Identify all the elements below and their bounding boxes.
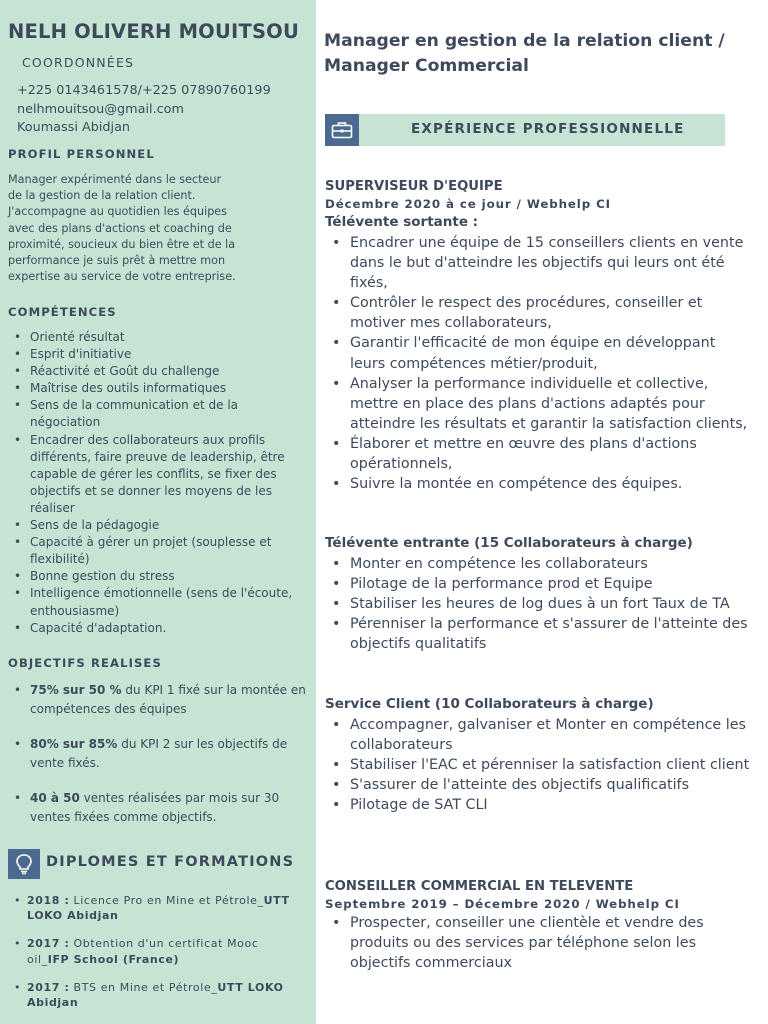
location: Koumassi Abidjan bbox=[17, 120, 131, 136]
profile-line: avec des plans d'actions et coaching de bbox=[8, 221, 232, 235]
objectives-title: OBJECTIFS REALISES bbox=[8, 656, 162, 670]
diploma-year: 2017 : bbox=[27, 937, 70, 951]
task-list bbox=[330, 715, 750, 815]
diploma-text: Obtention d'un certificat Mooc oil_ bbox=[27, 937, 259, 966]
profile-line: performance je suis prêt à mettre mon bbox=[8, 254, 226, 268]
diploma-school: UTT LOKO Abidjan bbox=[27, 894, 290, 923]
profile-line: expertise au service de votre entreprise. bbox=[8, 270, 236, 284]
job-title bbox=[324, 29, 725, 79]
task-list bbox=[330, 554, 750, 654]
task-item: • Monter en compétence les collaborateurs bbox=[330, 554, 750, 574]
task-list bbox=[330, 233, 750, 494]
diplomas-title: DIPLOMES ET FORMATIONS bbox=[46, 854, 295, 870]
skill-item: • Bonne gestion du stress bbox=[12, 568, 310, 585]
task-item: • Pérenniser la performance et s'assurer de l'atteinte des objectifs qualitatifs bbox=[330, 614, 750, 654]
task-item: • Analyser la performance individuelle et collective, mettre en place des plans d'actions adaptés pour atteindre les résultats et garantir la satisfaction clients, bbox=[330, 374, 750, 434]
task-item: • Accompagner, galvaniser et Monter en compétence les collaborateurs bbox=[330, 715, 750, 755]
profile-line: de la gestion de la relation client. bbox=[8, 189, 196, 203]
job-title-line: Manager en gestion de la relation client / bbox=[324, 31, 725, 51]
skill-item: • Capacité à gérer un projet (souplesse et flexibilité) bbox=[12, 534, 310, 568]
task-item: • Stabiliser les heures de log dues à un fort Taux de TA bbox=[330, 594, 750, 614]
skills-title: COMPÉTENCES bbox=[8, 305, 117, 319]
briefcase-icon bbox=[325, 114, 359, 146]
profile-line: J'accompagne au quotidien les équipes bbox=[8, 205, 228, 219]
task-item: • Pilotage de la performance prod et Equipe bbox=[330, 574, 750, 594]
diploma-item bbox=[12, 893, 302, 923]
phone-number: +225 0143461578/+225 07890760199 bbox=[17, 83, 271, 98]
objective-item bbox=[12, 681, 308, 719]
experience-header bbox=[325, 114, 725, 146]
profile-text bbox=[8, 172, 308, 285]
task-list bbox=[330, 913, 750, 973]
objectives-list bbox=[12, 681, 308, 843]
person-name: NELH OLIVERH MOUITSOU bbox=[8, 20, 299, 43]
task-item: • Garantir l'efficacité de mon équipe en développant leurs compétences métier/produit, bbox=[330, 333, 750, 373]
objective-text: du KPI 1 fixé sur la montée en compétences des équipes bbox=[30, 683, 306, 716]
skill-item: • Sens de la pédagogie bbox=[12, 517, 310, 534]
skill-item: • Orienté résultat bbox=[12, 329, 310, 346]
contact-block bbox=[17, 82, 271, 138]
diploma-year: 2018 : bbox=[27, 894, 70, 907]
diploma-text: Licence Pro en Mine et Pétrole_ bbox=[69, 894, 264, 907]
email-address: nelhmouitsou@gmail.com bbox=[17, 101, 184, 117]
experience-title: EXPÉRIENCE PROFESSIONNELLE bbox=[411, 121, 685, 137]
diploma-item bbox=[12, 980, 302, 1010]
skill-item: • Maîtrise des outils informatiques bbox=[12, 380, 310, 397]
task-item: • Prospecter, conseiller une clientèle et vendre des produits ou des services par téléphone selon les objectifs commerciaux bbox=[330, 913, 750, 973]
diploma-school: IFP School (France) bbox=[47, 952, 180, 966]
skill-item: • Capacité d'adaptation. bbox=[12, 620, 310, 637]
sidebar bbox=[0, 0, 316, 1024]
objective-text: ventes réalisées par mois sur 30 ventes fixées comme objectifs. bbox=[30, 791, 280, 824]
skills-list bbox=[12, 329, 310, 637]
main-content bbox=[316, 0, 768, 1024]
position-title: SUPERVISEUR D'EQUIPE bbox=[325, 179, 503, 194]
diplomas-list bbox=[12, 893, 302, 1023]
skill-item: • Encadrer des collaborateurs aux profils différents, faire preuve de leadership, être capable de gérer les conflits, se fixer des objectifs et se donner les moyens de les réaliser bbox=[12, 432, 310, 517]
section-title: Télévente entrante (15 Collaborateurs à charge) bbox=[325, 535, 693, 551]
position-date: Septembre 2019 – Décembre 2020 / Webhelp CI bbox=[325, 897, 680, 911]
task-item: • Stabiliser l'EAC et pérenniser la satisfaction client client bbox=[330, 755, 750, 775]
profile-line: proximité, soucieux du bien être et de la bbox=[8, 237, 236, 251]
diploma-text: BTS en Mine et Pétrole_ bbox=[69, 980, 218, 994]
coordinates-title: COORDONNÉES bbox=[22, 55, 135, 70]
position-title: CONSEILLER COMMERCIAL EN TELEVENTE bbox=[325, 879, 634, 894]
diploma-year: 2017 : bbox=[27, 980, 70, 994]
diploma-school: UTT LOKO Abidjan bbox=[27, 980, 284, 1010]
skill-item: • Intelligence émotionnelle (sens de l'écoute, enthousiasme) bbox=[12, 585, 310, 619]
section-title: Télévente sortante : bbox=[325, 214, 479, 230]
skill-item: • Sens de la communication et de la négociation bbox=[12, 397, 310, 431]
task-item: • Contrôler le respect des procédures, conseiller et motiver mes collaborateurs, bbox=[330, 293, 750, 333]
objective-item bbox=[12, 735, 308, 773]
diploma-item bbox=[12, 936, 302, 966]
profile-line: Manager expérimenté dans le secteur bbox=[8, 173, 222, 186]
objective-value: 75% sur 50 % bbox=[30, 683, 122, 697]
task-item: • Suivre la montée en compétence des équipes. bbox=[330, 474, 750, 494]
objective-text: du KPI 2 sur les objectifs de vente fixés. bbox=[30, 737, 288, 770]
objective-value: 40 à 50 bbox=[30, 791, 80, 805]
task-item: • Élaborer et mettre en œuvre des plans d'actions opérationnels, bbox=[330, 434, 750, 474]
skill-item: • Réactivité et Goût du challenge bbox=[12, 363, 310, 380]
job-title-line: Manager Commercial bbox=[324, 56, 529, 76]
profile-title: PROFIL PERSONNEL bbox=[8, 147, 155, 161]
lightbulb-icon bbox=[8, 849, 40, 879]
section-title: Service Client (10 Collaborateurs à charge) bbox=[325, 696, 654, 712]
skill-item: • Esprit d'initiative bbox=[12, 346, 310, 363]
task-item: • Pilotage de SAT CLI bbox=[330, 795, 750, 815]
objective-value: 80% sur 85% bbox=[30, 737, 118, 751]
position-date: Décembre 2020 à ce jour / Webhelp CI bbox=[325, 197, 611, 211]
task-item: • S'assurer de l'atteinte des objectifs qualificatifs bbox=[330, 775, 750, 795]
objective-item bbox=[12, 789, 308, 827]
task-item: • Encadrer une équipe de 15 conseillers clients en vente dans le but d'atteindre les objectifs qui leurs ont été fixés, bbox=[330, 233, 750, 293]
